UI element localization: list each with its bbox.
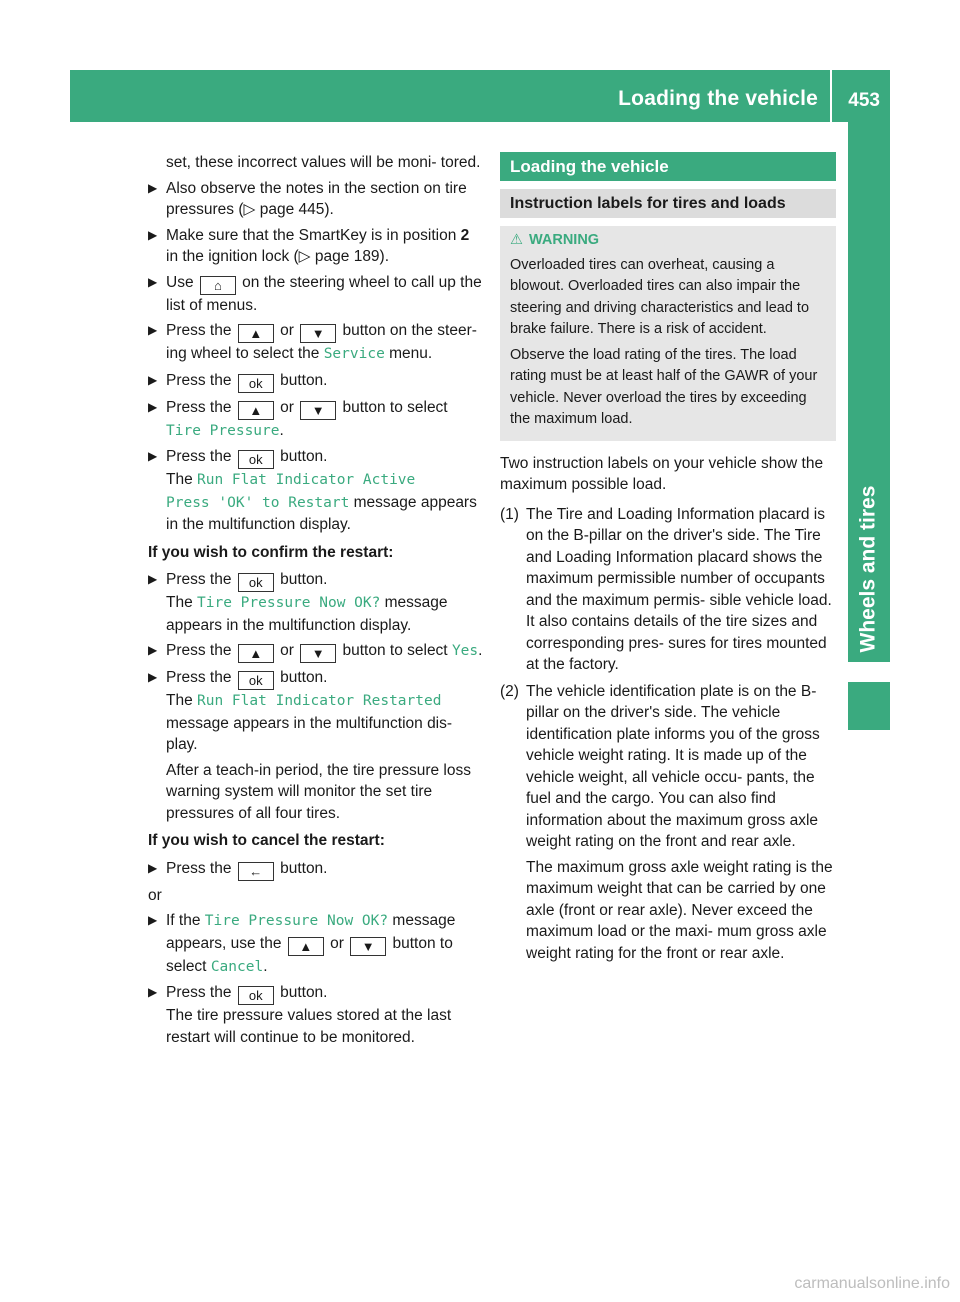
- down-arrow-icon: ▼: [300, 324, 336, 343]
- confirm-restart-heading: If you wish to confirm the restart:: [148, 543, 394, 561]
- side-tab-marker: [848, 682, 890, 730]
- up-arrow-icon: ▲: [238, 644, 274, 663]
- side-tab-label-wrap: [851, 272, 887, 652]
- header-divider: [830, 70, 832, 122]
- step-text: button on the steer- ing wheel to select the: [166, 322, 477, 362]
- right-column: [500, 152, 836, 969]
- step-text: message appears in the multifunction display.: [166, 493, 477, 533]
- step-text: The: [166, 692, 198, 709]
- step-text: Press the: [166, 322, 236, 339]
- or-text: or: [148, 886, 162, 904]
- option-yes: Yes: [451, 643, 479, 659]
- display-message-tire-pressure-ok: Tire Pressure Now OK?: [204, 913, 389, 929]
- step-text: Press the: [166, 571, 236, 588]
- step-text: button.: [275, 984, 328, 1001]
- step-text: in the ignition lock (▷ page 189).: [166, 248, 390, 265]
- page-header-bar: [70, 70, 890, 122]
- list-item-note: The maximum gross axle weight rating is the maximum weight that can be carried by one axle (front or rear axle). Never exceed the maximum load or the maxi- mum gross axle weight rating for the front or rear axle.: [526, 858, 833, 962]
- step-text: button.: [275, 669, 328, 686]
- step-text: Press the: [166, 398, 236, 416]
- step-select-tire-pressure: [148, 397, 484, 443]
- step-text: Make sure that the SmartKey is in position: [166, 226, 457, 244]
- step-text: message appears in the multifunction dis- play.: [166, 714, 453, 753]
- step-text: Press the: [166, 669, 236, 686]
- step-cancel-press-ok: [148, 982, 484, 1048]
- display-message-run-flat-restarted: Run Flat Indicator Restarted: [197, 693, 442, 709]
- left-column: [148, 152, 484, 1052]
- step-text: menu.: [384, 345, 433, 362]
- list-item-text: The Tire and Loading Information placard is on the B-pillar on the driver's side. The Tire and Loading Information placard shows the maximum permissible number of occupants and the maximum permis- sible vehicle load. It also contains details of the tire sizes and corresponding pres- sures for tires mounted at the factory.: [526, 505, 832, 673]
- down-arrow-icon: ▼: [300, 644, 336, 663]
- step-note: After a teach-in period, the tire pressure loss warning system will monitor the set tire pressures of all four tires.: [166, 761, 471, 822]
- menu-name-tire-pressure: Tire Pressure: [166, 422, 280, 439]
- back-icon: ←: [238, 862, 274, 881]
- warning-title-text: WARNING: [529, 232, 600, 248]
- subsection-heading: Instruction labels for tires and loads: [500, 189, 836, 218]
- step-arrow-icon: ▶: [148, 860, 158, 875]
- page-number: 453: [848, 90, 880, 111]
- step-text: button to select: [338, 642, 452, 659]
- step-arrow-icon: ▶: [148, 274, 158, 289]
- list-item-number: (2): [500, 682, 519, 700]
- watermark: carmanualsonline.info: [794, 1274, 950, 1292]
- step-text: If the: [166, 912, 205, 929]
- step-tire-pressure-notes: [148, 178, 484, 221]
- step-text: .: [263, 957, 268, 975]
- ok-icon: ok: [238, 374, 274, 393]
- list-item: [500, 504, 836, 676]
- step-arrow-icon: ▶: [148, 913, 158, 927]
- up-arrow-icon: ▲: [238, 401, 274, 420]
- step-text: button.: [275, 448, 328, 465]
- step-select-service-menu: [148, 320, 484, 366]
- option-cancel: Cancel: [210, 958, 264, 975]
- step-arrow-icon: ▶: [148, 985, 158, 999]
- step-arrow-icon: ▶: [148, 180, 158, 195]
- step-arrow-icon: ▶: [148, 643, 158, 657]
- step-text: Also observe the notes in the section on tire pressures (▷ page 445).: [166, 179, 467, 218]
- warning-triangle-icon: ⚠: [510, 232, 523, 248]
- step-confirm-press-ok: [148, 569, 484, 636]
- display-message-tire-pressure-ok: Tire Pressure Now OK?: [197, 595, 381, 611]
- step-press-ok-2: [148, 446, 484, 536]
- step-text: .: [478, 642, 483, 659]
- step-select-cancel: [148, 910, 484, 978]
- step-text: The: [166, 471, 198, 488]
- step-press-back: [148, 858, 484, 881]
- step-text: or: [275, 642, 299, 659]
- step-select-yes: [148, 640, 484, 663]
- up-arrow-icon: ▲: [288, 937, 324, 956]
- step-text: Press the: [166, 984, 236, 1001]
- labels-intro: Two instruction labels on your vehicle show the maximum possible load.: [500, 454, 824, 493]
- step-text: on the steering wheel to call up the list of menus.: [166, 273, 482, 314]
- list-item-text: The vehicle identification plate is on the B-pillar on the driver's side. The vehicle identification plate informs you of the gross vehicle weight rating. It is made up of the vehicle weight, all vehicle occu- pants, the fuel and the cargo. You can also find information about the maximum gross axle weight rating on the front and rear axle.: [526, 682, 820, 850]
- step-text: button.: [275, 371, 328, 389]
- section-side-tab: [848, 122, 890, 662]
- step-text: The tire pressure values stored at the last restart will continue to be monitored.: [166, 1007, 452, 1046]
- step-text: button.: [275, 571, 328, 588]
- warning-box: [500, 226, 836, 441]
- step-smartkey-position: [148, 225, 484, 268]
- step-text: Press the: [166, 448, 236, 465]
- ok-icon: ok: [238, 573, 274, 592]
- step-text: button to select: [166, 934, 453, 975]
- section-heading: Loading the vehicle: [500, 152, 836, 181]
- warning-paragraph: Overloaded tires can overheat, causing a blowout. Overloaded tires can also impair the steering and driving characteristics and lead to brake failure. There is a risk of accident.: [510, 256, 810, 337]
- step-arrow-icon: ▶: [148, 670, 158, 684]
- step-arrow-icon: ▶: [148, 449, 158, 463]
- display-message-press-ok: Press 'OK' to Restart: [166, 494, 350, 511]
- step-arrow-icon: ▶: [148, 399, 158, 414]
- step-use-home-button: [148, 272, 484, 317]
- step-text: Use: [166, 273, 198, 291]
- ok-icon: ok: [238, 986, 274, 1005]
- ok-icon: ok: [238, 450, 274, 469]
- step-text: or: [325, 934, 349, 952]
- step-text: Press the: [166, 642, 236, 659]
- home-icon: ⌂: [200, 276, 236, 295]
- cancel-restart-heading: If you wish to cancel the restart:: [148, 832, 385, 849]
- ok-icon: ok: [238, 671, 274, 690]
- step-text: Press the: [166, 371, 236, 389]
- step-text: .: [279, 421, 284, 439]
- step-text: The: [166, 594, 198, 611]
- page-title: Loading the vehicle: [618, 87, 818, 110]
- down-arrow-icon: ▼: [300, 401, 336, 420]
- step-text: or: [275, 322, 299, 339]
- step-arrow-icon: ▶: [148, 323, 158, 337]
- step-arrow-icon: ▶: [148, 227, 158, 242]
- up-arrow-icon: ▲: [238, 324, 274, 343]
- step-arrow-icon: ▶: [148, 372, 158, 387]
- display-message-run-flat-active: Run Flat Indicator Active: [197, 472, 416, 488]
- side-tab-label: Wheels and tires: [856, 485, 880, 652]
- down-arrow-icon: ▼: [350, 937, 386, 956]
- list-item: [500, 681, 836, 965]
- step-confirm-restarted: [148, 667, 484, 824]
- step-text: Press the: [166, 859, 236, 877]
- step-text: or: [275, 398, 299, 416]
- step-text: message appears, use the: [166, 912, 456, 952]
- warning-paragraph: Observe the load rating of the tires. The load rating must be at least half of the GAWR of your vehicle. Never overload the tires by exceeding the maximum load.: [510, 346, 818, 427]
- step-press-ok-1: [148, 370, 484, 393]
- step-text: button to select: [338, 398, 448, 416]
- step-text-bold: 2: [460, 226, 470, 244]
- step-text: message appears in the multifunction display.: [166, 594, 448, 634]
- step-text: button.: [275, 859, 328, 877]
- step-arrow-icon: ▶: [148, 572, 158, 586]
- warning-title: [510, 230, 826, 252]
- list-item-number: (1): [500, 505, 519, 523]
- menu-name-service: Service: [323, 346, 385, 362]
- intro-text: set, these incorrect values will be moni- tored.: [166, 154, 481, 171]
